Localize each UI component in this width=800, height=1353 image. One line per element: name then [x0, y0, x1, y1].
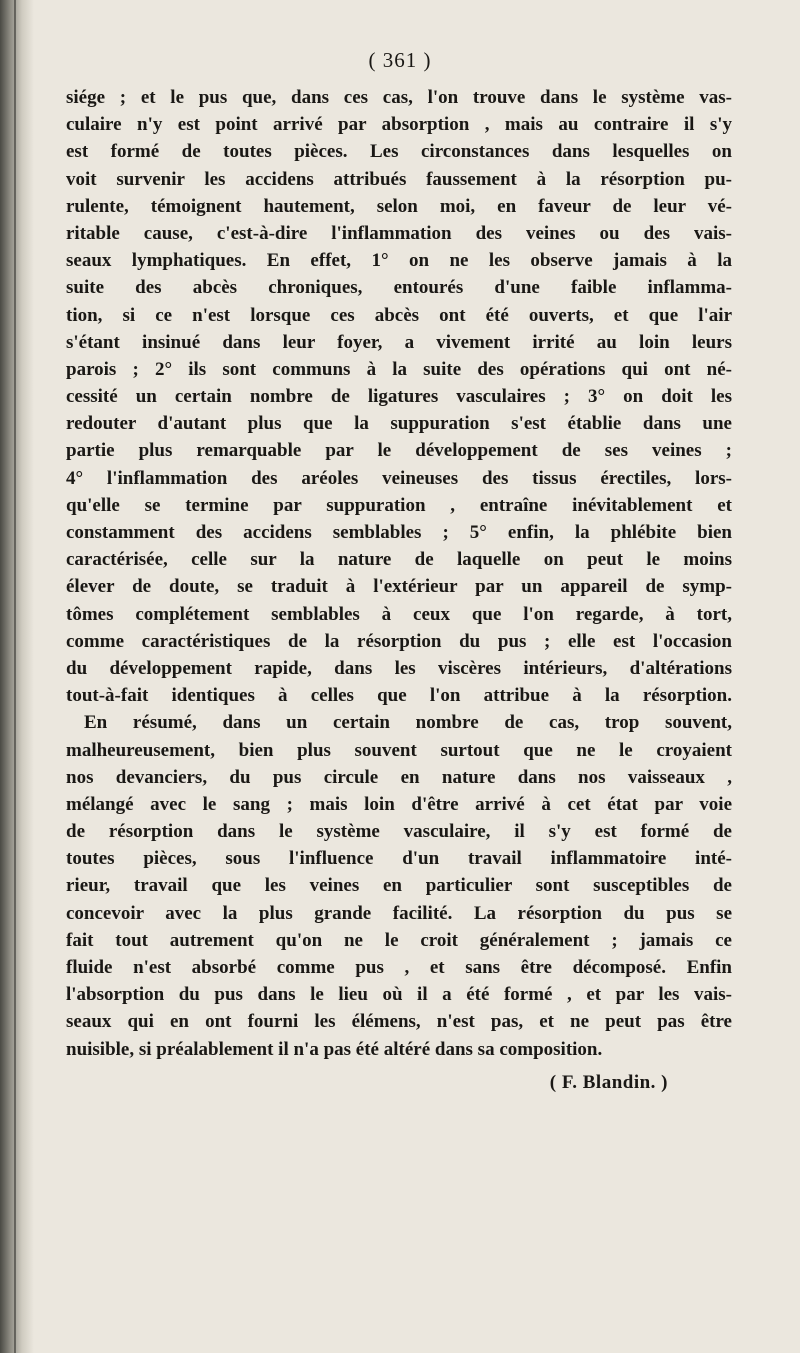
text-line: constamment des accidens semblables ; 5° enfin, la phlébite bien	[66, 522, 732, 543]
page-number: ( 361 )	[368, 48, 432, 72]
text-line: culaire n'y est point arrivé par absorption , mais au contraire il s'y	[66, 114, 732, 136]
text-line: comme caractéristiques de la résorption du pus ; elle est l'occasion	[66, 630, 732, 652]
text-line: cessité un certain nombre de ligatures vasculaires ; 3° on doit les	[66, 386, 732, 408]
text-line: siége ; et le pus que, dans ces cas, l'on trouve dans le système vas-	[66, 87, 732, 108]
text-line: voit survenir les accidens attribués faussement à la résorption pu-	[66, 168, 732, 190]
text-line: 4° l'inflammation des aréoles veineuses des tissus érectiles, lors-	[66, 467, 732, 489]
text-line: malheureusement, bien plus souvent surtout que ne le croyaient	[66, 739, 732, 761]
text-line: redouter d'autant plus que la suppuration s'est établie dans une	[66, 413, 732, 435]
text-line: seaux lymphatiques. En effet, 1° on ne les observe jamais à la	[66, 250, 732, 272]
text-line: rieur, travail que les veines en particulier sont susceptibles de	[66, 875, 732, 897]
text-line: seaux qui en ont fourni les élémens, n'est pas, et ne peut pas être	[66, 1011, 732, 1033]
text-line: l'absorption du pus dans le lieu où il a été formé , et par les vais-	[66, 984, 732, 1006]
text-line: ritable cause, c'est-à-dire l'inflammation des veines ou des vais-	[66, 222, 732, 244]
text-line: caractérisée, celle sur la nature de laquelle on peut le moins	[66, 549, 732, 571]
text-line: concevoir avec la plus grande facilité. La résorption du pus se	[66, 902, 732, 924]
text-line: du développement rapide, dans les viscères intérieurs, d'altérations	[66, 657, 732, 679]
body-text	[66, 84, 732, 1063]
text-line: nos devanciers, du pus circule en nature dans nos vaisseaux ,	[66, 766, 732, 788]
text-line: tout-à-fait identiques à celles que l'on attribue à la résorption.	[66, 685, 732, 707]
text-line: fluide n'est absorbé comme pus , et sans être décomposé. Enfin	[66, 957, 732, 978]
text-line: parois ; 2° ils sont communs à la suite des opérations qui ont né-	[66, 358, 732, 380]
text-line: est formé de toutes pièces. Les circonstances dans lesquelles on	[66, 141, 732, 163]
text-line: fait tout autrement qu'on ne le croit généralement ; jamais ce	[66, 929, 732, 951]
text-line: nuisible, si préalablement il n'a pas été altéré dans sa composition.	[66, 1038, 603, 1060]
binding-gutter	[0, 0, 34, 1353]
paragraph-start-line: En résumé, dans un certain nombre de cas, trop souvent,	[84, 712, 732, 734]
text-line: de résorption dans le système vasculaire, il s'y est formé de	[66, 821, 732, 843]
text-line: élever de doute, se traduit à l'extérieur par un appareil de symp-	[66, 576, 732, 598]
text-line: mélangé avec le sang ; mais loin d'être arrivé à cet état par voie	[66, 793, 732, 815]
text-line: partie plus remarquable par le développement de ses veines ;	[66, 440, 732, 462]
text-line: suite des abcès chroniques, entourés d'une faible inflamma-	[66, 277, 732, 299]
text-line: tômes complétement semblables à ceux que l'on regarde, à tort,	[66, 603, 732, 625]
text-line: tion, si ce n'est lorsque ces abcès ont été ouverts, et que l'air	[66, 304, 732, 326]
binding-edge-line	[14, 0, 16, 1353]
text-line: toutes pièces, sous l'influence d'un travail inflammatoire inté-	[66, 848, 732, 870]
signature-text: ( F. Blandin. )	[549, 1072, 668, 1093]
author-signature	[0, 1072, 800, 1094]
text-line: qu'elle se termine par suppuration , entraîne inévitablement et	[66, 494, 732, 516]
text-line: s'étant insinué dans leur foyer, a vivement irrité au loin leurs	[66, 331, 732, 353]
text-line: rulente, témoignent hautement, selon moi, en faveur de leur vé-	[66, 195, 732, 217]
